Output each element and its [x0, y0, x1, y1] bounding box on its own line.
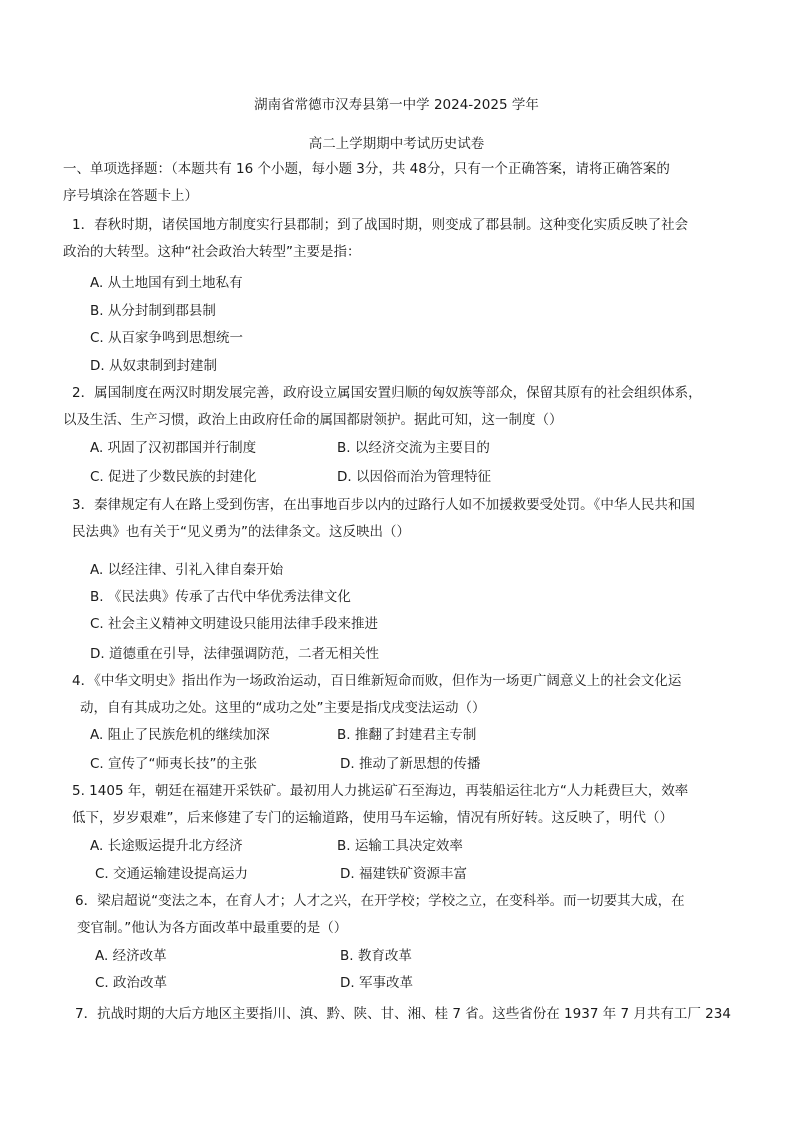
question-3-stem-cont: 民法典》也有关于“见义勇为”的法律条文。这反映出（）	[72, 524, 410, 540]
section-heading: 一、单项选择题：（本题共有 16 个小题，每小题 3分，共 48分，只有一个正确答案，请将正确答案的	[63, 161, 670, 177]
question-1-option-b: B. 从分封制到郡县制	[90, 303, 216, 319]
question-4-stem: 4．《中华文明史》指出作为一场政治运动，百日维新短命而败，但作为一场更广阔意义上的社会文化运	[72, 673, 682, 689]
question-2-option-b: B. 以经济交流为主要目的	[337, 440, 490, 456]
question-3-option-a: A. 以经注律、引礼入律自秦开始	[90, 562, 284, 578]
question-6-stem-cont: 变官制。”他认为各方面改革中最重要的是（）	[77, 920, 348, 936]
question-2-option-a: A. 巩固了汉初郡国并行制度	[90, 440, 257, 456]
question-4-stem-cont: 动，自有其成功之处。这里的“成功之处”主要是指戊戌变法运动（）	[80, 700, 486, 716]
question-1-option-c: C. 从百家争鸣到思想统一	[90, 330, 244, 346]
question-7-stem: 7．抗战时期的大后方地区主要指川、滇、黔、陕、甘、湘、桂 7 省。这些省份在 1937 年 7 月共有工厂 234	[75, 1006, 731, 1022]
question-2-stem-cont: 以及生活、生产习惯，政治上由政府任命的属国都尉领护。据此可知，这一制度（）	[63, 412, 563, 428]
question-1-option-a: A. 从土地国有到土地私有	[90, 275, 243, 291]
question-5-option-b: B. 运输工具决定效率	[337, 838, 463, 854]
question-2-stem: 2．属国制度在两汉时期发展完善，政府设立属国安置归顺的匈奴族等部众，保留其原有的社会组织体系，	[72, 385, 702, 401]
question-6-stem: 6．梁启超说“变法之本，在育人才；人才之兴，在开学校；学校之立，在变科举。而一切要其大成，在	[75, 893, 685, 909]
question-3-option-b: B. 《民法典》传承了古代中华优秀法律文化	[90, 589, 351, 605]
exam-subtitle: 高二上学期期中考试历史试卷	[308, 136, 485, 152]
question-5-option-d: D. 福建铁矿资源丰富	[340, 866, 467, 882]
exam-title: 湖南省常德市汉寿县第一中学 2024-2025 学年	[254, 97, 539, 113]
question-5-stem: 5. 1405 年，朝廷在福建开采铁矿。最初用人力挑运矿石至海边，再装船运往北方“人力耗费巨大，效率	[72, 783, 689, 799]
question-4-option-b: B. 推翻了封建君主专制	[337, 727, 477, 743]
question-6-option-b: B. 教育改革	[340, 948, 412, 964]
question-2-option-d: D. 以因俗而治为管理特征	[337, 469, 491, 485]
question-1-stem: 1．春秋时期，诸侯国地方制度实行县郡制；到了战国时期，则变成了郡县制。这种变化实质反映了社会	[72, 217, 689, 233]
question-3-option-c: C. 社会主义精神文明建设只能用法律手段来推进	[90, 616, 379, 632]
question-5-option-c: C. 交通运输建设提高运力	[95, 866, 249, 882]
section-heading-cont: 序号填涂在答题卡上）	[63, 188, 198, 204]
question-6-option-d: D. 军事改革	[340, 975, 413, 991]
question-6-option-a: A. 经济改革	[95, 948, 167, 964]
question-3-stem: 3．秦律规定有人在路上受到伤害，在出事地百步以内的过路行人如不加援救要受处罚。《中华人民共和国	[72, 497, 695, 513]
question-4-option-a: A. 阻止了民族危机的继续加深	[90, 727, 270, 743]
question-3-option-d: D. 道德重在引导，法律强调防范，二者无相关性	[90, 646, 379, 662]
question-4-option-c: C. 宣传了“师夷长技”的主张	[90, 756, 257, 772]
question-6-option-c: C. 政治改革	[95, 975, 168, 991]
question-2-option-c: C. 促进了少数民族的封建化	[90, 469, 257, 485]
question-1-option-d: D. 从奴隶制到封建制	[90, 358, 217, 374]
question-1-stem-cont: 政治的大转型。这种“社会政治大转型”主要是指：	[63, 244, 361, 260]
question-5-stem-cont: 低下，岁岁艰难”，后来修建了专门的运输道路，使用马车运输，情况有所好转。这反映了，明代（）	[72, 810, 673, 826]
question-4-option-d: D. 推动了新思想的传播	[340, 756, 481, 772]
question-5-option-a: A. 长途贩运提升北方经济	[90, 838, 243, 854]
